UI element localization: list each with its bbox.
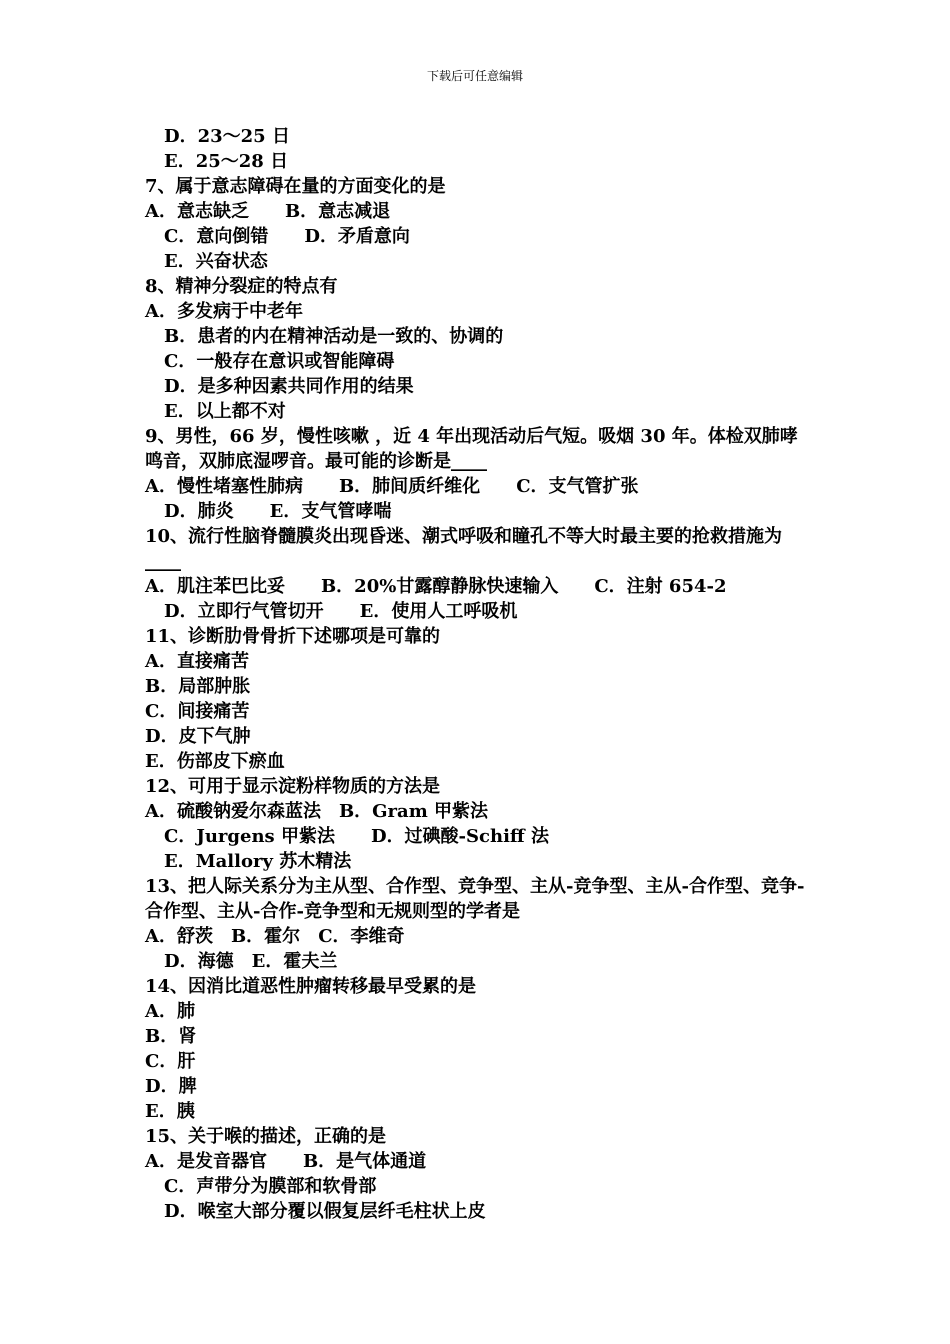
answer-option-row <box>145 924 815 949</box>
answer-option: E．兴奋状态 <box>164 251 268 272</box>
answer-option: C．肝 <box>145 1051 196 1072</box>
answer-option: C．支气管扩张 <box>516 476 639 497</box>
answer-option: A．意志缺乏 <box>145 201 249 222</box>
question-text: 13、把人际关系分为主从型、合作型、竞争型、主从-竞争型、主从-合作型、竞争-合作型、主从-合作-竞争型和无规则型的学者是 <box>145 876 805 922</box>
answer-option-row <box>145 574 815 599</box>
question-text: 7、属于意志障碍在量的方面变化的是 <box>145 176 446 197</box>
answer-option: A．是发音器官 <box>145 1151 267 1172</box>
answer-option: D．矛盾意向 <box>304 226 410 247</box>
answer-option: A．肌注苯巴比妥 <box>145 576 285 597</box>
answer-option: D．喉室大部分覆以假复层纤毛柱状上皮 <box>164 1201 486 1222</box>
answer-option-row <box>145 199 815 224</box>
answer-option: D．皮下气肿 <box>145 726 251 747</box>
question-text: 14、因消比道恶性肿瘤转移最早受累的是 <box>145 976 477 997</box>
answer-option: C．意向倒错 <box>164 226 269 247</box>
answer-option: B．肾 <box>145 1026 197 1047</box>
answer-option: E．支气管哮喘 <box>269 501 392 522</box>
answer-option: D．脾 <box>145 1076 197 1097</box>
answer-option: E．伤部皮下瘀血 <box>145 751 285 772</box>
answer-option: A．肺 <box>145 1001 195 1022</box>
answer-option-row <box>145 824 815 849</box>
answer-option: E．以上都不对 <box>164 401 286 422</box>
answer-option-row <box>145 224 815 249</box>
question-text: 11、诊断肋骨骨折下述哪项是可靠的 <box>145 626 441 647</box>
answer-option: B．患者的内在精神活动是一致的、协调的 <box>164 326 504 347</box>
answer-option: A．多发病于中老年 <box>145 301 303 322</box>
answer-option: B．霍尔 <box>230 926 301 947</box>
answer-option: C．Jurgens 甲紫法 <box>164 826 335 847</box>
answer-option-row <box>145 1149 815 1174</box>
answer-option: A．硫酸钠爱尔森蓝法 <box>145 801 321 822</box>
answer-option: E．Mallory 苏木精法 <box>164 851 352 872</box>
answer-option: D．立即行气管切开 <box>164 601 324 622</box>
question-text: 8、精神分裂症的特点有 <box>145 276 338 297</box>
answer-option: A．直接痛苦 <box>145 651 249 672</box>
answer-option: A．慢性堵塞性肺病 <box>145 476 303 497</box>
answer-option: B．局部肿胀 <box>145 676 251 697</box>
question-text: 15、关于喉的描述，正确的是 <box>145 1126 387 1147</box>
answer-option: E．胰 <box>145 1101 195 1122</box>
answer-option: B．意志减退 <box>284 201 391 222</box>
page-header: 下载后可任意编辑 <box>426 69 523 83</box>
answer-option-row <box>145 499 815 524</box>
answer-option-row <box>145 599 815 624</box>
answer-option: E．使用人工呼吸机 <box>359 601 518 622</box>
answer-option: B．20%甘露醇静脉快速输入 <box>320 576 559 597</box>
answer-option: B．Gram 甲紫法 <box>338 801 489 822</box>
answer-option: C．间接痛苦 <box>145 701 250 722</box>
answer-option: C．李维奇 <box>318 926 405 947</box>
answer-option: D．肺炎 <box>164 501 234 522</box>
answer-option-row <box>145 474 815 499</box>
answer-option: E．霍夫兰 <box>251 951 338 972</box>
question-text: 9、男性，66 岁，慢性咳嗽 ，近 4 年出现活动后气短。吸烟 30 年。体检双肺哮鸣音，双肺底湿啰音。最可能的诊断是____ <box>145 426 798 472</box>
answer-option-row <box>145 799 815 824</box>
answer-option: C．注射 654-2 <box>594 576 727 597</box>
answer-option-row <box>145 949 815 974</box>
answer-option: D．海德 <box>164 951 234 972</box>
exam-content <box>145 124 815 1224</box>
answer-option: D．是多种因素共同作用的结果 <box>164 376 414 397</box>
answer-option: A．舒茨 <box>145 926 213 947</box>
answer-option: D．23～25 日 <box>164 126 290 147</box>
answer-option: E．25～28 日 <box>164 151 289 172</box>
answer-option: C．一般存在意识或智能障碍 <box>164 351 395 372</box>
question-text: 12、可用于显示淀粉样物质的方法是 <box>145 776 441 797</box>
answer-option: C．声带分为膜部和软骨部 <box>164 1176 377 1197</box>
question-text: 10、流行性脑脊髓膜炎出现昏迷、潮式呼吸和瞳孔不等大时最主要的抢救措施为____ <box>145 526 783 572</box>
answer-option: B．肺间质纤维化 <box>338 476 481 497</box>
answer-option: B．是气体通道 <box>302 1151 427 1172</box>
answer-option: D．过碘酸-Schiff 法 <box>370 826 549 847</box>
